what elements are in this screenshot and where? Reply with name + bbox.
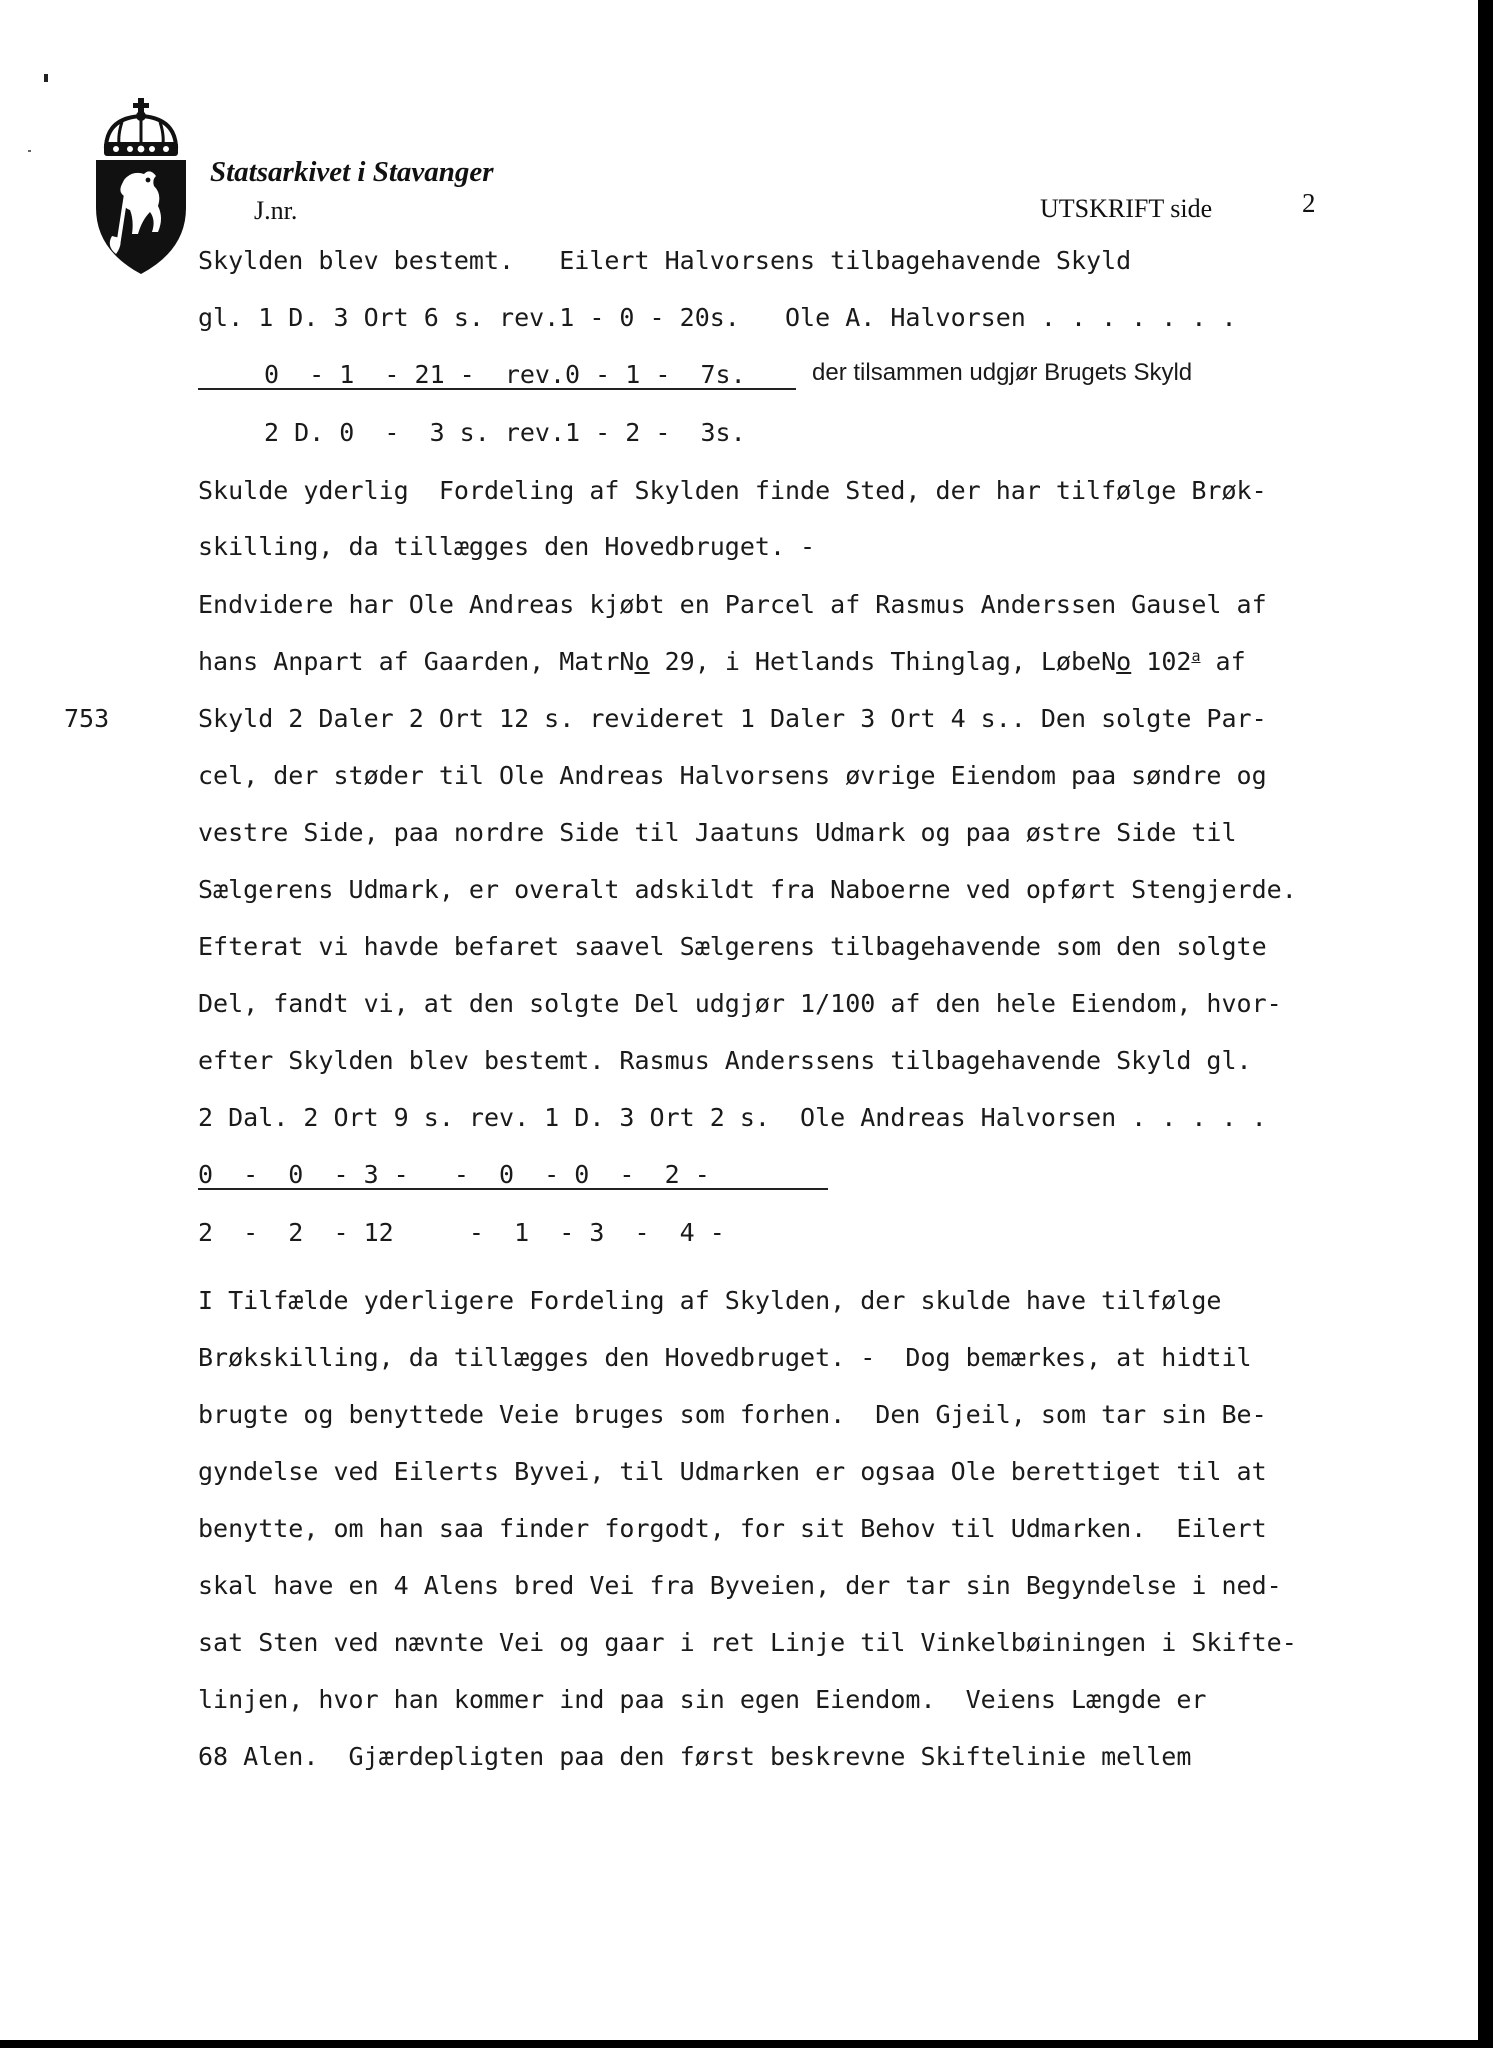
text-line: benytte, om han saa finder forgodt, for sit Behov til Udmarken. Eilert (198, 1514, 1267, 1543)
text-line: gyndelse ved Eilerts Byvei, til Udmarken er ogsaa Ole berettiget til at (198, 1457, 1267, 1486)
text-line: Skyld 2 Daler 2 Ort 12 s. revideret 1 Daler 3 Ort 4 s.. Den solgte Par- (198, 704, 1267, 733)
text-line: Del, fandt vi, at den solgte Del udgjør 1/100 af den hele Eiendom, hvor- (198, 989, 1282, 1018)
archive-name: Statsarkivet i Stavanger (210, 156, 494, 188)
text-line: 2 - 2 - 12 - 1 - 3 - 4 - (198, 1218, 725, 1247)
text-line: Endvidere har Ole Andreas kjøbt en Parcel af Rasmus Anderssen Gausel af (198, 590, 1267, 619)
text-line: efter Skylden blev bestemt. Rasmus Anderssens tilbagehavende Skyld gl. (198, 1046, 1252, 1075)
text-line: sat Sten ved nævnte Vei og gaar i ret Linje til Vinkelbøiningen i Skifte- (198, 1628, 1297, 1657)
scan-speck (44, 74, 48, 82)
page-number: 2 (1302, 188, 1316, 218)
norwegian-coat-of-arms-icon (92, 96, 192, 276)
text-line: hans Anpart af Gaarden, MatrNo 29, i Hetlands Thinglag, LøbeNo 102$^a$ af (198, 647, 1246, 676)
text-line: I Tilfælde yderligere Fordeling af Skylden, der skulde have tilfølge (198, 1286, 1222, 1315)
text-line: gl. 1 D. 3 Ort 6 s. rev.1 - 0 - 20s. Ole A. Halvorsen . . . . . . . (198, 303, 1237, 332)
sum-underline (198, 388, 796, 390)
text-line: linjen, hvor han kommer ind paa sin egen Eiendom. Veiens Længde er (198, 1685, 1207, 1714)
sum-underline (198, 1188, 828, 1190)
margin-note: 753 (64, 704, 110, 733)
text-line: 2 Dal. 2 Ort 9 s. rev. 1 D. 3 Ort 2 s. Ole Andreas Halvorsen . . . . . (198, 1103, 1267, 1132)
handwritten-note: der tilsammen udgjør Brugets Skyld (812, 359, 1193, 386)
text-line: Skulde yderlig Fordeling af Skylden finde Sted, der har tilfølge Brøk- (198, 476, 1267, 505)
text-line: cel, der støder til Ole Andreas Halvorsens øvrige Eiendom paa søndre og (198, 761, 1267, 790)
journal-number-label: J.nr. (254, 196, 298, 225)
text-line: Skylden blev bestemt. Eilert Halvorsens tilbagehavende Skyld (198, 246, 1132, 275)
text-line: Sælgerens Udmark, er overalt adskildt fra Naboerne ved opført Stengjerde. (198, 875, 1297, 904)
text-line: Efterat vi havde befaret saavel Sælgerens tilbagehavende som den solgte (198, 932, 1267, 961)
text-line: 0 - 1 - 21 - rev.0 - 1 - 7s. (264, 360, 746, 389)
text-line: Brøkskilling, da tillægges den Hovedbruget. - Dog bemærkes, at hidtil (198, 1343, 1252, 1372)
scan-speck (28, 150, 31, 152)
printout-page-label: UTSKRIFT side (1040, 194, 1213, 223)
text-line: 2 D. 0 - 3 s. rev.1 - 2 - 3s. (264, 418, 746, 447)
text-line: 0 - 0 - 3 - - 0 - 0 - 2 - (198, 1160, 710, 1189)
text-line: brugte og benyttede Veie bruges som forhen. Den Gjeil, som tar sin Be- (198, 1400, 1267, 1429)
text-line: skilling, da tillægges den Hovedbruget. - (198, 532, 816, 561)
text-line: skal have en 4 Alens bred Vei fra Byveien, der tar sin Begyndelse i ned- (198, 1571, 1282, 1600)
text-line: vestre Side, paa nordre Side til Jaatuns Udmark og paa østre Side til (198, 818, 1237, 847)
text-line: 68 Alen. Gjærdepligten paa den først beskrevne Skiftelinie mellem (198, 1742, 1192, 1771)
